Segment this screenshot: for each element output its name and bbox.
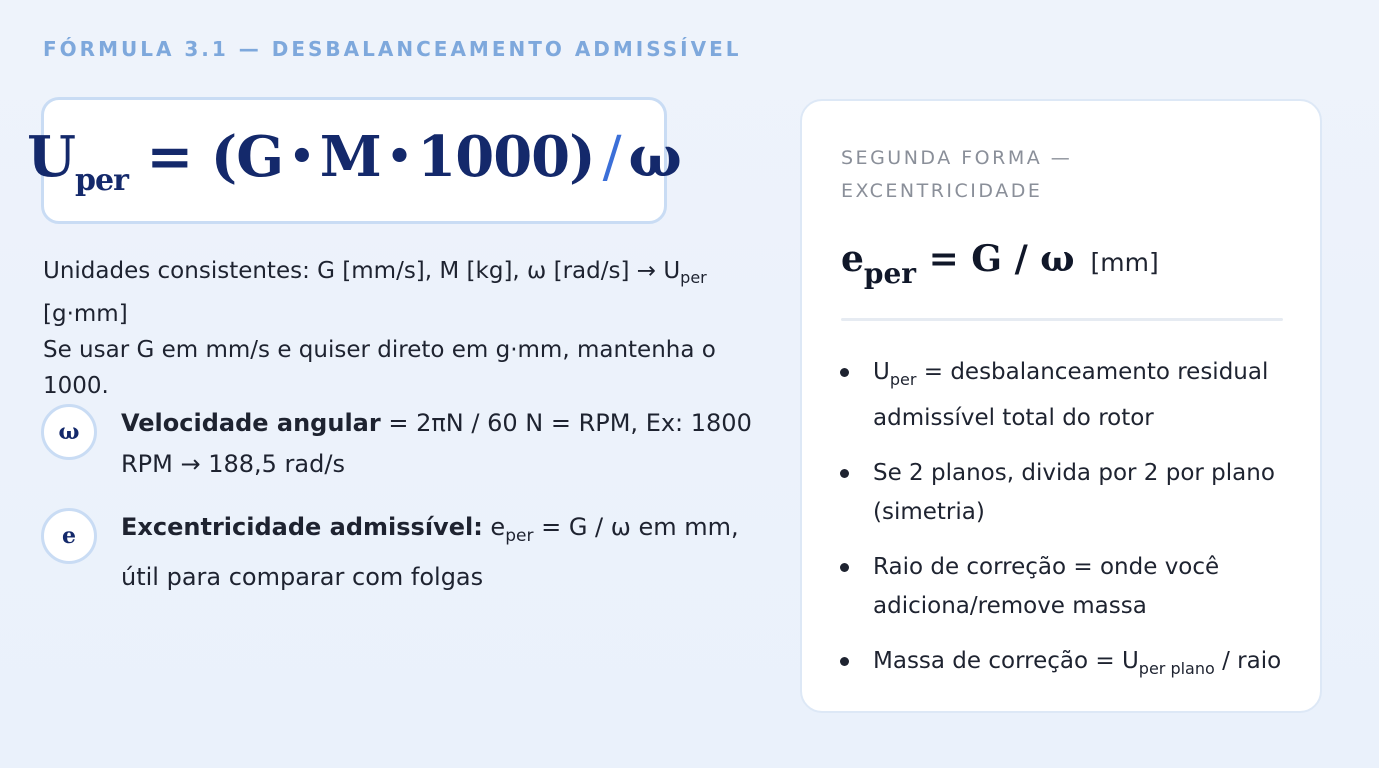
formula-lhs: U [27, 123, 76, 190]
variable-description [121, 403, 761, 485]
bullet-text: Raio de correção = onde você adiciona/remove massa [873, 554, 1220, 619]
formula-lhs-subscript: per [75, 162, 128, 198]
card-eyebrow: SEGUNDA FORMA — EXCENTRICIDADE [841, 147, 1073, 202]
bullet-subscript: per [889, 370, 917, 389]
units-line-2: Se usar G em mm/s e quiser direto em g·mm, mantenha o 1000. [43, 337, 716, 399]
list-item [838, 642, 1288, 688]
omega-badge-icon: ω [41, 404, 97, 460]
bullet-text: = desbalanceamento residual admissível total do rotor [873, 359, 1269, 431]
variable-term: Velocidade angular [121, 409, 381, 437]
e-badge-icon: e [41, 508, 97, 564]
card-formula [841, 238, 1159, 290]
units-line-1-end: [g·mm] [43, 301, 128, 327]
multiply-dot-icon: • [386, 132, 412, 180]
main-formula-box [27, 97, 681, 224]
card-formula-lhs: e [841, 238, 864, 280]
multiply-dot-icon: • [289, 132, 314, 180]
formula-m: M [319, 123, 381, 190]
bullet-prefix: Massa de correção = U [873, 648, 1139, 674]
variable-description [121, 507, 761, 598]
bullet-prefix: U [873, 359, 890, 385]
variable-symbol: e [482, 513, 506, 541]
bullet-text: / raio [1214, 648, 1282, 674]
second-form-card [800, 99, 1322, 713]
formula-omega: ω [628, 123, 681, 190]
variable-term: Excentricidade admissível: [121, 513, 483, 541]
bullet-text: Se 2 planos, divida por 2 por plano (simetria) [873, 460, 1275, 525]
variable-subscript: per [505, 526, 534, 546]
formula-constant: 1000) [417, 123, 595, 190]
main-formula [27, 124, 681, 198]
list-item [838, 454, 1288, 532]
units-subscript: per [680, 268, 707, 287]
formula-slash: / [602, 124, 621, 190]
variable-row-omega [41, 404, 761, 485]
section-eyebrow: FÓRMULA 3.1 — DESBALANCEAMENTO ADMISSÍVEL [43, 37, 742, 61]
variable-text: = 2πN / 60 N = RPM, Ex: 1800 RPM → 188,5 rad/s [121, 409, 752, 478]
bullet-subscript: per plano [1138, 659, 1215, 678]
card-divider [841, 318, 1283, 321]
card-formula-subscript: per [863, 257, 917, 290]
formula-equals-g: = (G [127, 123, 284, 190]
variable-row-eccentricity [41, 508, 761, 598]
card-bullet-list [838, 353, 1288, 704]
card-formula-unit: [mm] [1090, 248, 1159, 277]
units-note [43, 253, 763, 404]
list-item [838, 353, 1288, 438]
units-line-1: Unidades consistentes: G [mm/s], M [kg], ω [rad/s] → U [43, 258, 681, 284]
card-formula-rhs: = G / ω [916, 238, 1075, 280]
variable-text: = G / ω em mm, útil para comparar com folgas [121, 513, 739, 591]
list-item [838, 548, 1288, 626]
